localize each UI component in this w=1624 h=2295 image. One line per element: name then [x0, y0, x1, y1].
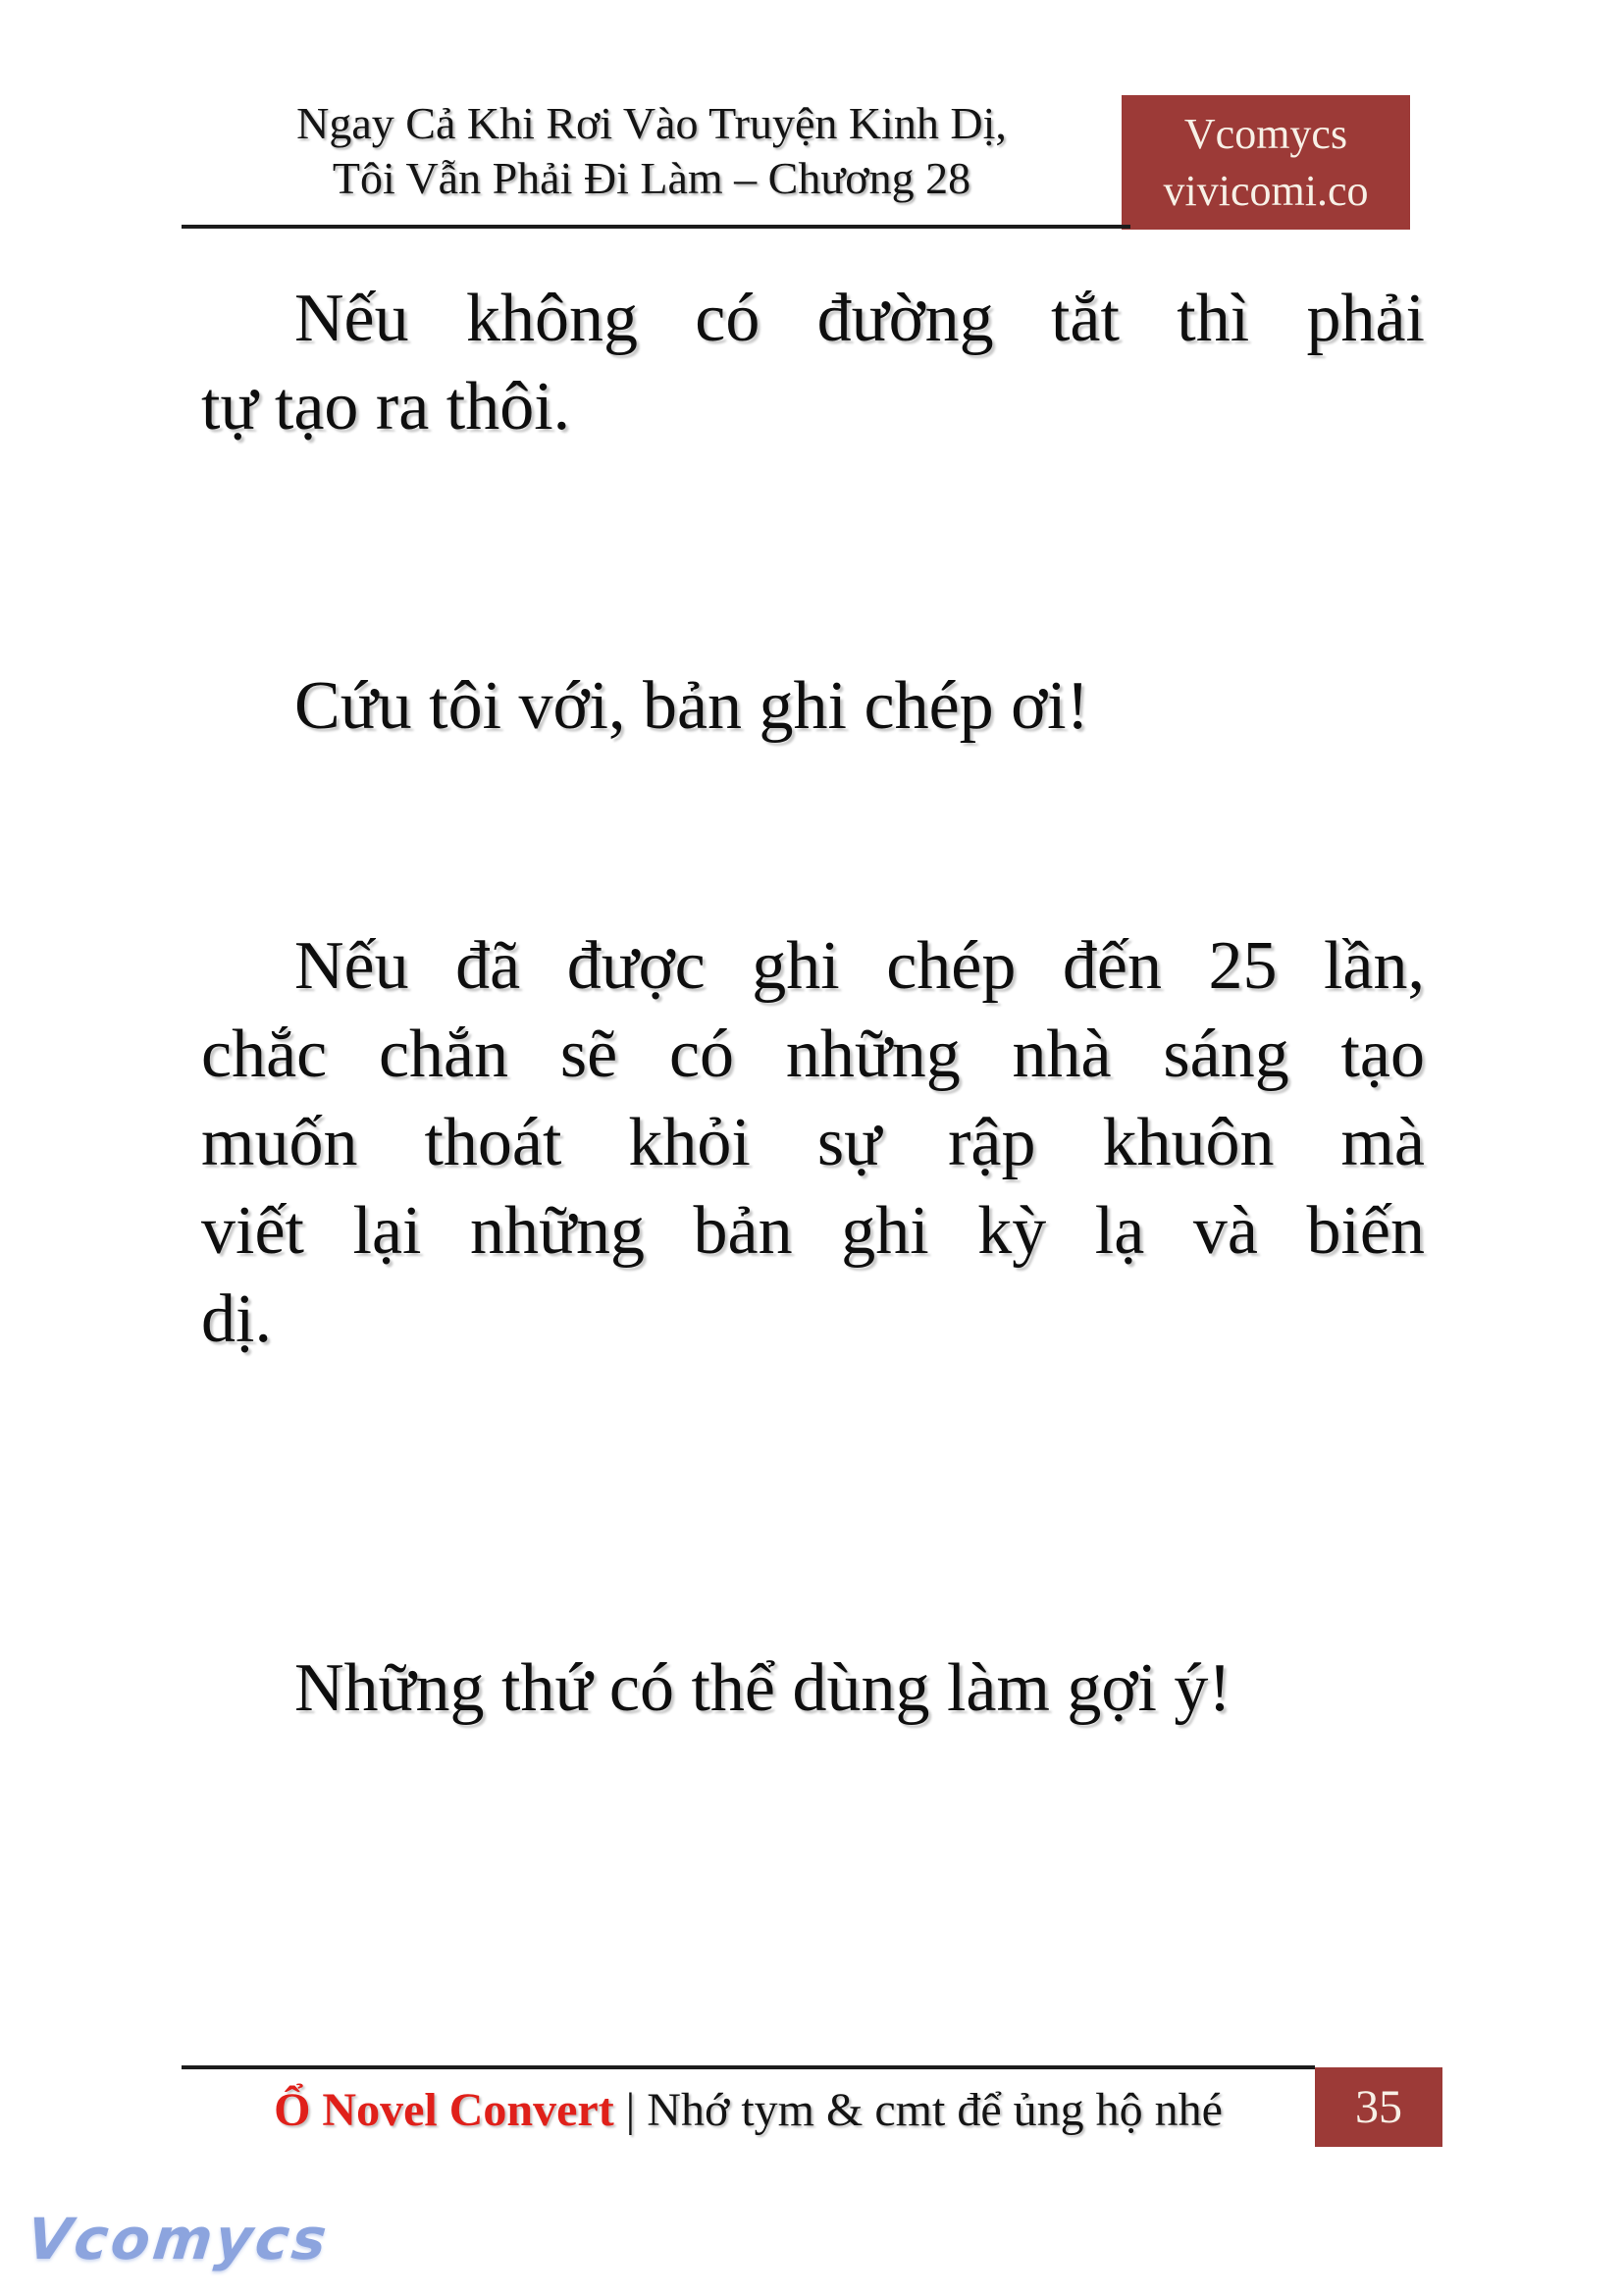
text-line: Nếu không có đường tắt thì phải — [294, 281, 1425, 356]
page-header-title — [182, 96, 1122, 206]
paragraph — [201, 662, 1425, 751]
page-number: 35 — [1355, 2081, 1402, 2133]
text-line: chắc chắn sẽ có những nhà sáng tạo — [201, 1017, 1425, 1092]
footer-credit: Ổ Novel Convert — [274, 2084, 614, 2136]
footer-text — [182, 2078, 1315, 2143]
footer-note: Nhớ tym & cmt để ủng hộ nhé — [647, 2084, 1223, 2136]
brand-box — [1122, 95, 1410, 230]
text-line: viết lại những bản ghi kỳ lạ và biến — [201, 1193, 1425, 1269]
text-line: Những thứ có thể dùng làm gợi ý! — [294, 1650, 1231, 1726]
paragraph — [201, 922, 1425, 1364]
paragraph — [201, 275, 1425, 451]
footer-divider — [182, 2065, 1315, 2069]
brand-name: Vcomycs — [1183, 109, 1348, 158]
body-paragraphs — [201, 275, 1425, 1733]
paragraph — [201, 1644, 1425, 1733]
brand-url: vivicomi.co — [1163, 166, 1369, 215]
text-line: dị. — [201, 1281, 272, 1357]
text-line: Cứu tôi với, bản ghi chép ơi! — [294, 668, 1089, 744]
text-line: tự tạo ra thôi. — [201, 369, 571, 444]
page-title-line1: Ngay Cả Khi Rơi Vào Truyện Kinh Dị, — [296, 98, 1007, 148]
page-title-line2: Tôi Vẫn Phải Đi Làm – Chương 28 — [332, 153, 971, 203]
footer-separator: | — [625, 2084, 636, 2136]
header-divider — [182, 225, 1130, 229]
watermark-logo: Vcomycs — [24, 2206, 333, 2272]
page-number-badge — [1315, 2067, 1442, 2147]
text-line: Nếu đã được ghi chép đến 25 lần, — [294, 928, 1425, 1004]
text-line: muốn thoát khỏi sự rập khuôn mà — [201, 1105, 1425, 1180]
